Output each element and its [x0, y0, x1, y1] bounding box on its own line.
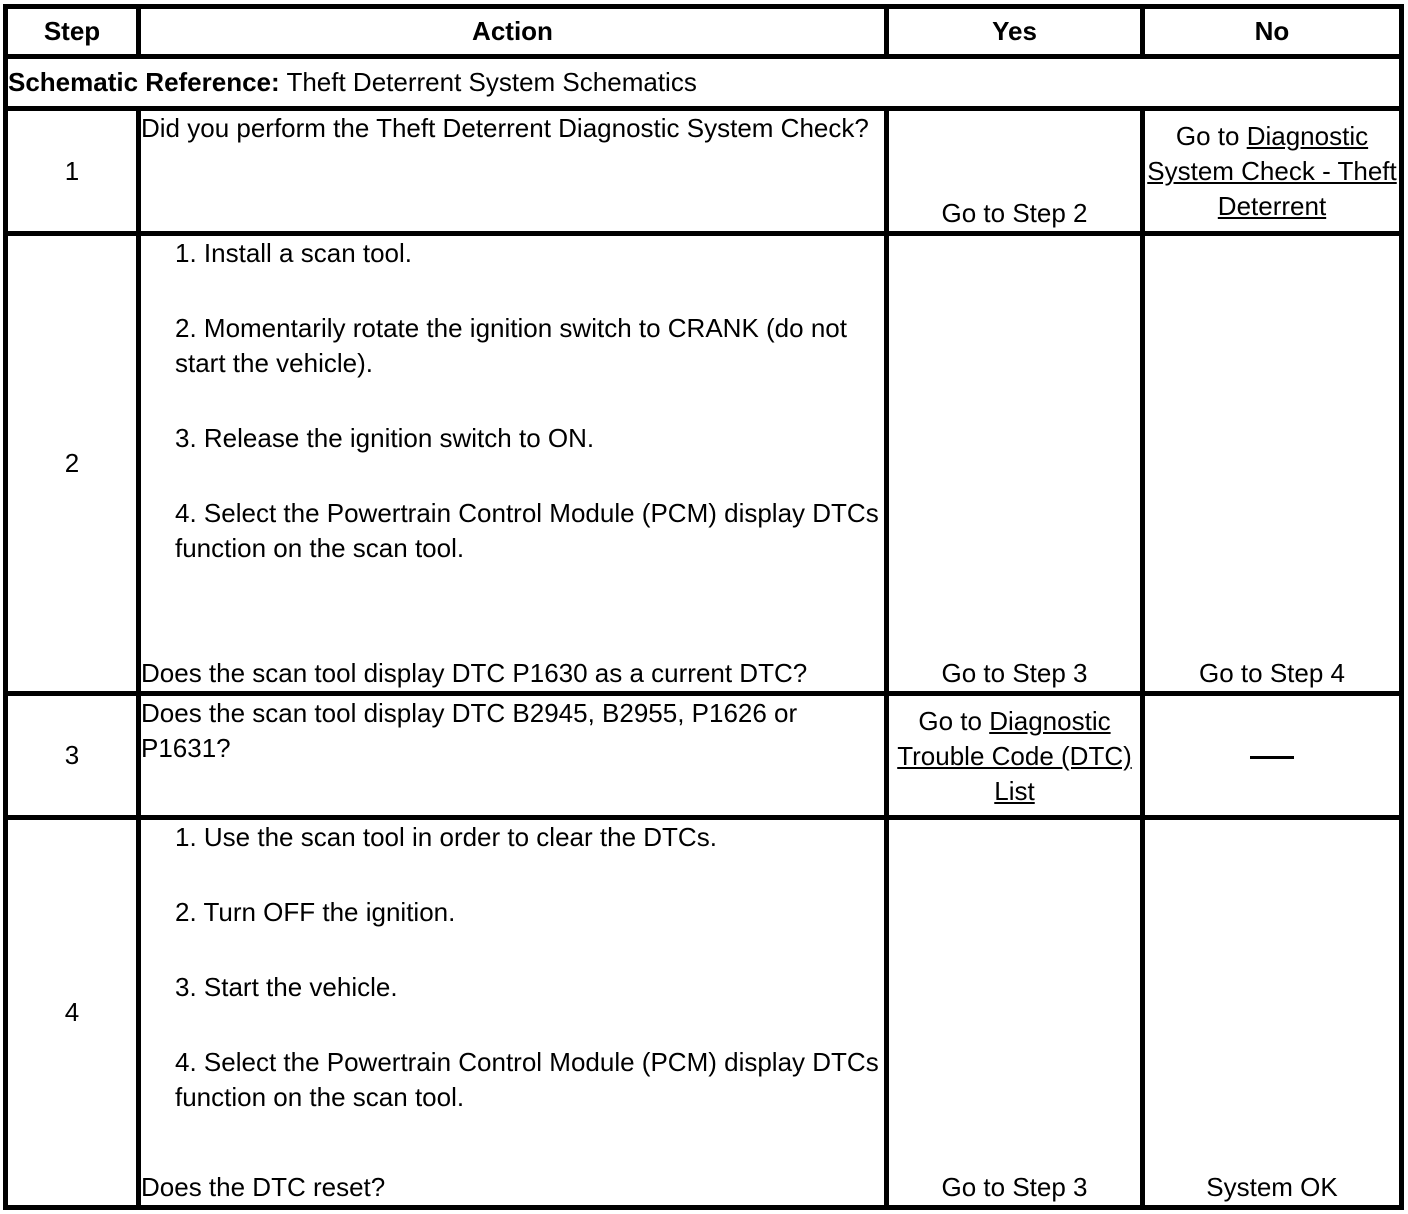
- action-question: Does the scan tool display DTC P1630 as a current DTC?: [141, 657, 808, 688]
- step-number: 3: [6, 693, 139, 818]
- header-yes: Yes: [887, 7, 1143, 57]
- action-cell: [139, 109, 887, 234]
- diagnostic-table: [3, 4, 1404, 1210]
- action-cell: [139, 233, 887, 693]
- step-number: 1: [6, 109, 139, 234]
- action-cell: [139, 818, 887, 1208]
- table-row: [6, 233, 1402, 693]
- substep: 4. Select the Powertrain Control Module (PCM) display DTCs function on the scan tool.: [175, 1047, 879, 1113]
- schematic-reference-label: Schematic Reference:: [8, 67, 280, 98]
- action-question: Does the DTC reset?: [141, 1172, 386, 1202]
- no-outcome-prefix: Go to: [1175, 121, 1247, 152]
- table-row: [6, 109, 1402, 234]
- header-no: No: [1143, 7, 1402, 57]
- substep: 2. Turn OFF the ignition.: [175, 897, 456, 928]
- substep: 1. Install a scan tool.: [175, 237, 413, 268]
- no-outcome: System OK: [1143, 818, 1402, 1208]
- no-outcome: [1143, 109, 1402, 234]
- substep: 2. Momentarily rotate the ignition switch to CRANK (do not start the vehicle).: [175, 312, 847, 378]
- header-step: Step: [6, 7, 139, 57]
- header-row: [6, 7, 1402, 57]
- action-question: Does the scan tool display DTC B2945, B2955, P1626 or P1631?: [141, 697, 798, 763]
- substep: 4. Select the Powertrain Control Module (PCM) display DTCs function on the scan tool.: [175, 497, 879, 563]
- substep: 3. Release the ignition switch to ON.: [175, 422, 595, 453]
- action-question: Did you perform the Theft Deterrent Diagnostic System Check?: [141, 113, 869, 144]
- table-row: [6, 693, 1402, 818]
- schematic-reference-text: Theft Deterrent System Schematics: [286, 67, 697, 98]
- yes-outcome: Go to Step 2: [887, 109, 1143, 234]
- diagnostic-system-check-link[interactable]: Diagnostic System Check - Theft Deterrent: [1147, 121, 1397, 222]
- yes-outcome-prefix: Go to: [918, 705, 990, 736]
- schematic-reference: [6, 57, 1402, 109]
- yes-outcome: Go to Step 3: [887, 233, 1143, 693]
- substep: 3. Start the vehicle.: [175, 972, 398, 1003]
- substep-list: [141, 820, 884, 1115]
- dtc-list-link[interactable]: Diagnostic Trouble Code (DTC) List: [897, 705, 1132, 806]
- yes-outcome: [887, 693, 1143, 818]
- action-cell: [139, 693, 887, 818]
- substep-list: [141, 236, 884, 566]
- table-row: [6, 818, 1402, 1208]
- no-outcome-dash: [1250, 756, 1294, 759]
- step-number: 4: [6, 818, 139, 1208]
- yes-outcome: Go to Step 3: [887, 818, 1143, 1208]
- schematic-reference-row: [6, 57, 1402, 109]
- header-action: Action: [139, 7, 887, 57]
- no-outcome: [1143, 693, 1402, 818]
- step-number: 2: [6, 233, 139, 693]
- no-outcome: Go to Step 4: [1143, 233, 1402, 693]
- substep: 1. Use the scan tool in order to clear the DTCs.: [175, 822, 717, 853]
